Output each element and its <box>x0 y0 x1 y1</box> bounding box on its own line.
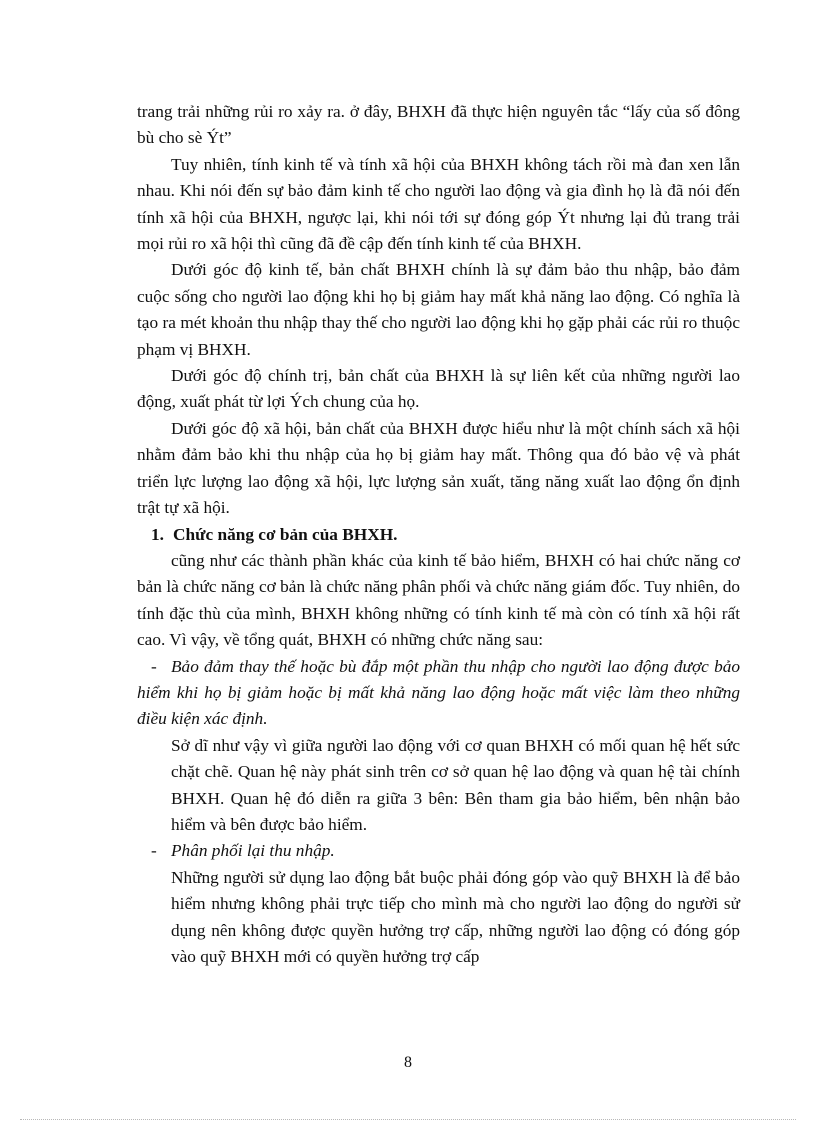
bullet-dash: - <box>151 841 157 861</box>
section-intro: cũng như các thành phần khác của kinh tế bảo hiểm, BHXH có hai chức năng cơ bản là chức năng cơ bản là chức năng phân phối và chức năng giám đốc. Tuy nhiên, do tính đặc thù của mình, BHXH không những có tính kinh tế mà còn có tính xã hội rất cao. Vì vậy, về tổng quát, BHXH có những chức năng sau: <box>137 550 740 650</box>
page-number: 8 <box>404 1054 412 1071</box>
page-bottom-divider <box>20 1119 796 1120</box>
bullet-text: Bảo đảm thay thế hoặc bù đắp một phần thu nhập cho người lao động được bảo hiểm khi họ bị giảm hoặc bị mất khả năng lao động hoặc mất việc làm theo những điều kiện xác định. <box>137 656 740 729</box>
paragraph: Tuy nhiên, tính kinh tế và tính xã hội của BHXH không tách rồi mà đan xen lẫn nhau. Khi nói đến sự bảo đảm kinh tế cho người lao động và gia đình họ là đã nói đến tính xã hội của BHXH, ngược lại, khi nói tới sự đóng góp Ýt nhưng lại đủ trang trải mọi rủi ro xã hội thì cũng đã đề cập đến tính kinh tế của BHXH. <box>137 154 740 254</box>
document-body <box>137 99 740 970</box>
bullet-item <box>137 838 740 864</box>
bullet-item <box>137 654 740 733</box>
bullet-text: Phân phối lại thu nhập. <box>171 841 335 861</box>
paragraph: Dưới góc độ kinh tế, bản chất BHXH chính là sự đảm bảo thu nhập, bảo đảm cuộc sống cho người lao động khi họ bị giảm hay mất khả năng lao động. Có nghĩa là tạo ra mét khoản thu nhập thay thế cho người lao động khi họ gặp phải các rủi ro thuộc phạm vị BHXH. <box>137 260 740 359</box>
section-title: Chức năng cơ bản của BHXH. <box>173 524 398 544</box>
section-heading <box>137 522 740 548</box>
bullet-dash: - <box>151 656 157 676</box>
bullet-explanation: Sở dĩ như vậy vì giữa người lao động với cơ quan BHXH có mối quan hệ hết sức chặt chẽ. Quan hệ này phát sinh trên cơ sở quan hệ lao động và quan hệ tài chính BHXH. Quan hệ đó diễn ra giữa 3 bên: Bên tham gia bảo hiểm, bên nhận bảo hiểm và bên được bảo hiểm. <box>171 735 740 834</box>
section-number: 1. <box>151 524 164 544</box>
paragraph-continuation: trang trải những rủi ro xảy ra. ở đây, BHXH đã thực hiện nguyên tắc “lấy của số đông bù cho sè Ýt” <box>137 102 740 148</box>
bullet-explanation: Những người sử dụng lao động bắt buộc phải đóng góp vào quỹ BHXH là để bảo hiểm nhưng không phải trực tiếp cho mình mà cho người lao động do người sử dụng nên không được quyền hưởng trợ cấp, những người lao động có đóng góp vào quỹ BHXH mới có quyền hưởng trợ cấp <box>171 867 740 966</box>
paragraph: Dưới góc độ xã hội, bản chất của BHXH được hiểu như là một chính sách xã hội nhằm đảm bảo khi thu nhập của họ bị giảm hay mất. Thông qua đó bảo vệ và phát triển lực lượng lao động xã hội, lực lượng sản xuất, tăng năng xuất lao động ổn định trật tự xã hội. <box>137 418 740 518</box>
paragraph: Dưới góc độ chính trị, bản chất của BHXH là sự liên kết của những người lao động, xuất phát từ lợi Ých chung của họ. <box>137 366 740 412</box>
